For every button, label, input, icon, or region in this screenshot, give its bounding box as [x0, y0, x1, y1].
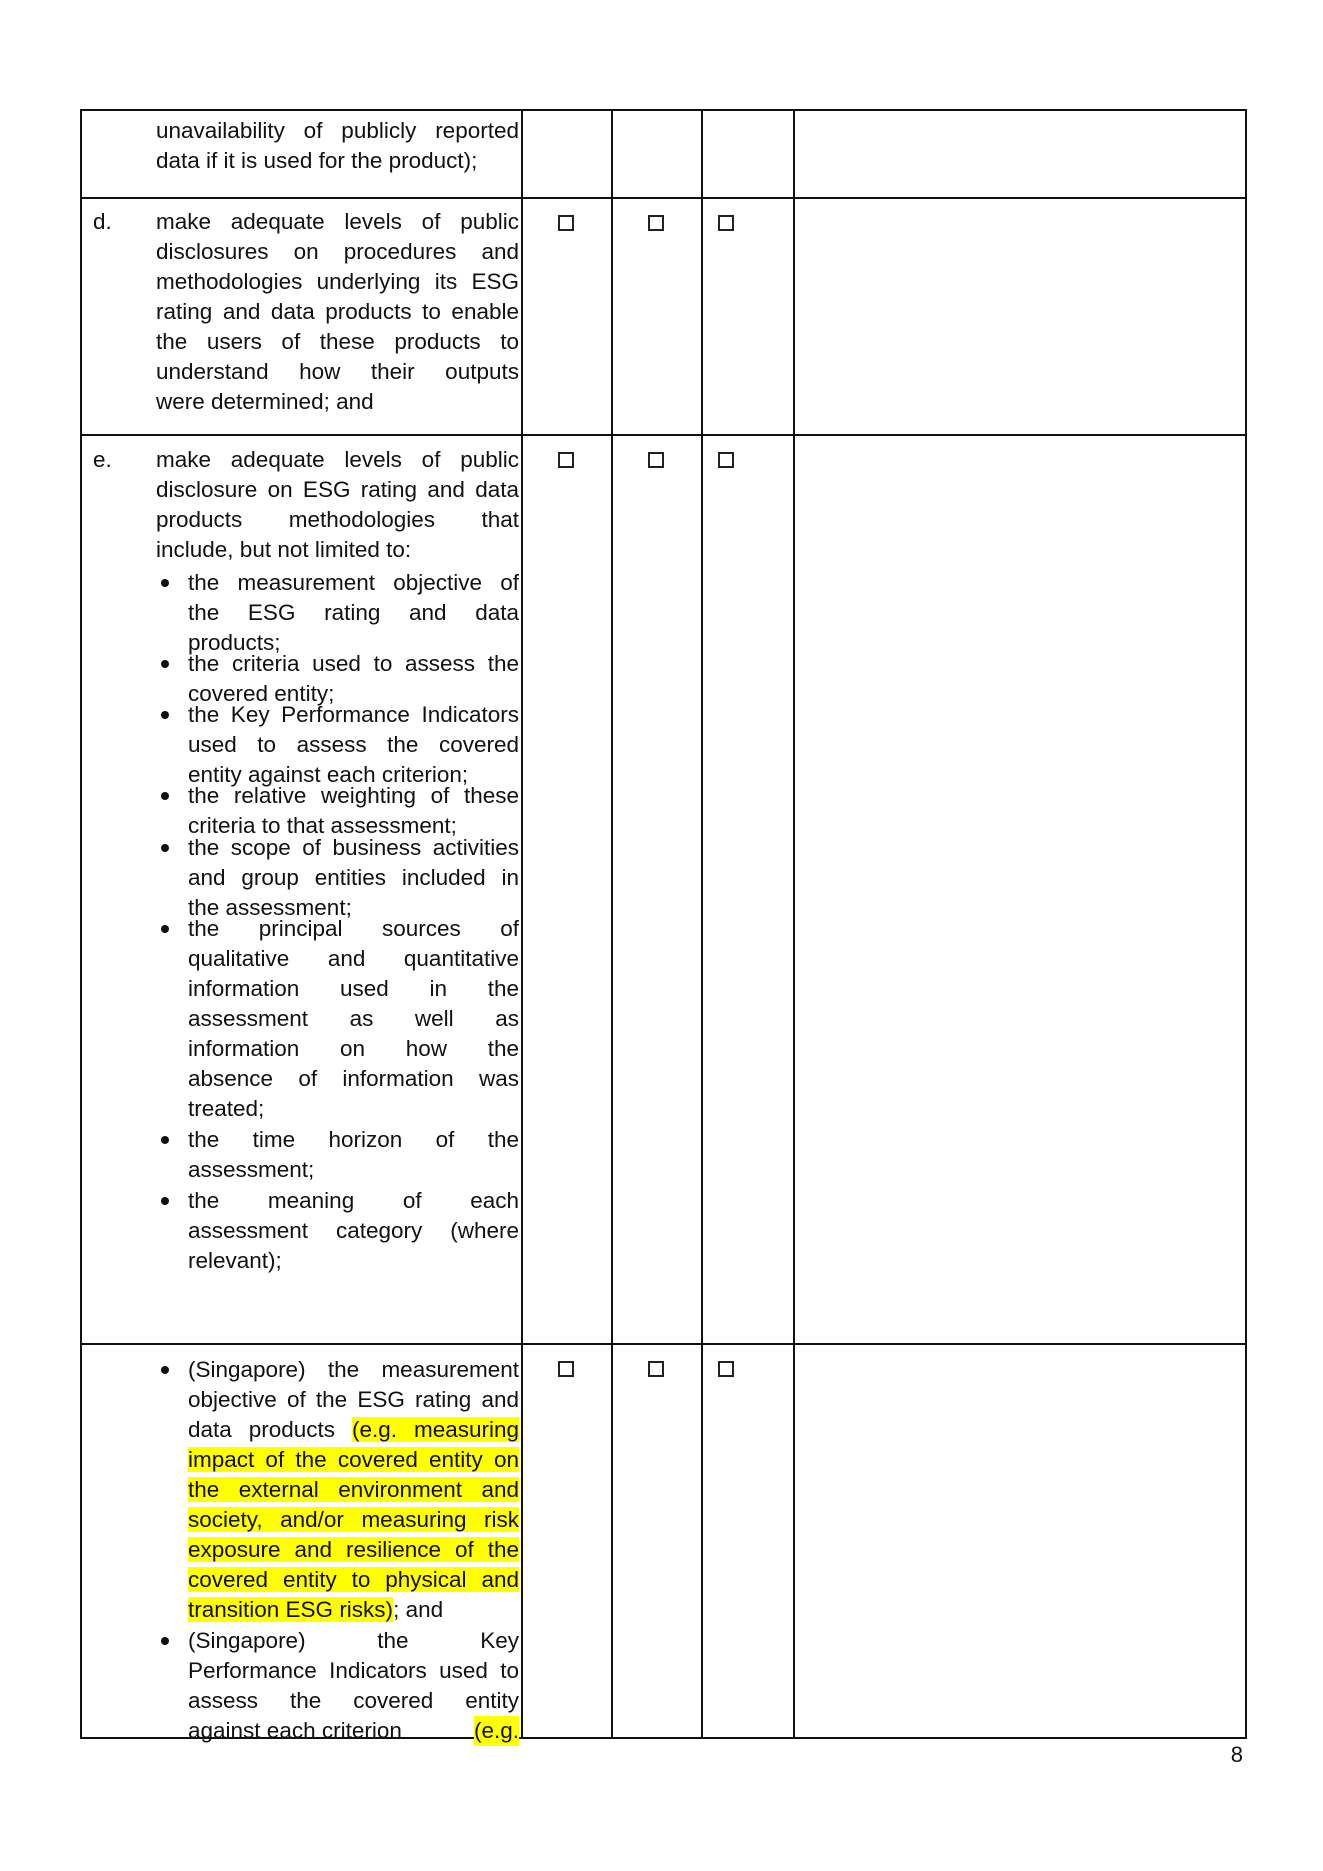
text-line: make adequate levels of public: [156, 447, 519, 472]
text-span: (Singapore): [188, 1628, 306, 1653]
highlighted-text: transition ESG risks): [188, 1597, 394, 1622]
table-row: [80, 197, 1247, 434]
text-line: [188, 1505, 519, 1535]
text-line: [188, 1716, 519, 1746]
requirement-text: [156, 445, 519, 565]
text-line: rating and data products to enable: [156, 299, 519, 324]
bullet-icon: [161, 844, 169, 852]
text-line: [188, 1626, 519, 1656]
text-line: qualitative and quantitative: [188, 946, 519, 971]
checkbox-col-3[interactable]: [718, 215, 734, 231]
text-line: understand how their outputs: [156, 359, 519, 384]
text-line: [188, 1415, 519, 1445]
text-line: the scope of business activities: [188, 835, 519, 860]
text-line: used to assess the covered: [188, 732, 519, 757]
highlighted-text: society, and/or measuring risk: [188, 1507, 519, 1532]
bullet-icon: [161, 1136, 169, 1144]
checkbox-col-3[interactable]: [718, 452, 734, 468]
text-line: disclosure on ESG rating and data: [156, 477, 519, 502]
compliance-checklist-table: [80, 109, 1247, 1743]
text-line: treated;: [188, 1096, 265, 1121]
text-line: data if it is used for the product);: [156, 148, 478, 173]
text-span: data products: [188, 1417, 352, 1442]
text-line: products;: [188, 630, 281, 655]
bullet-icon: [161, 1197, 169, 1205]
text-line: covered entity;: [188, 681, 335, 706]
bullet-icon: [161, 579, 169, 587]
text-span: ; and: [393, 1597, 444, 1622]
text-line: objective of the ESG rating and: [188, 1387, 519, 1412]
text-line: relevant);: [188, 1248, 282, 1273]
text-line: were determined; and: [156, 389, 374, 414]
text-line: the assessment;: [188, 895, 352, 920]
text-line: criteria to that assessment;: [188, 813, 457, 838]
text-line: Performance Indicators used to: [188, 1658, 519, 1683]
highlighted-text: the external environment and: [188, 1477, 519, 1502]
highlighted-text: (e.g.: [474, 1716, 519, 1746]
text-line: the measurement objective of: [188, 570, 519, 595]
bullet-icon: [161, 792, 169, 800]
table-row: [80, 434, 1247, 1343]
text-line: unavailability of publicly reported: [156, 118, 519, 143]
text-line: [188, 1445, 519, 1475]
text-line: assessment category (where: [188, 1218, 519, 1243]
text-line: the meaning of each: [188, 1188, 519, 1213]
highlighted-text: impact of the covered entity on: [188, 1447, 519, 1472]
bullet-icon: [161, 660, 169, 668]
requirement-text: [156, 116, 519, 176]
text-line: assessment;: [188, 1157, 315, 1182]
table-row: [80, 109, 1247, 197]
text-line: make adequate levels of public: [156, 209, 519, 234]
text-line: the Key Performance Indicators: [188, 702, 519, 727]
text-line: [188, 1535, 519, 1565]
highlighted-text: exposure and resilience of the: [188, 1537, 519, 1562]
item-label: d.: [93, 209, 112, 234]
text-line: disclosures on procedures and: [156, 239, 519, 264]
text-line: the principal sources of: [188, 916, 519, 941]
page-number: 8: [1230, 1742, 1243, 1767]
checkbox-col-2[interactable]: [648, 452, 664, 468]
requirement-text: [156, 207, 519, 417]
checkbox-col-1[interactable]: [558, 1361, 574, 1377]
text-line: and group entities included in: [188, 865, 519, 890]
text-line: the time horizon of the: [188, 1127, 519, 1152]
text-line: absence of information was: [188, 1066, 519, 1091]
bullet-icon: [161, 925, 169, 933]
text-line: methodologies underlying its ESG: [156, 269, 519, 294]
bullet-icon: [161, 1366, 169, 1374]
text-line: information used in the: [188, 976, 519, 1001]
text-line: assess the covered entity: [188, 1688, 519, 1713]
checkbox-col-3[interactable]: [718, 1361, 734, 1377]
text-span: Key: [480, 1628, 519, 1653]
text-line: assessment as well as: [188, 1006, 519, 1031]
text-line: the relative weighting of these: [188, 783, 519, 808]
text-line: (Singapore) the measurement: [188, 1357, 519, 1382]
text-line: information on how the: [188, 1036, 519, 1061]
text-span: against each criterion: [188, 1718, 402, 1743]
highlighted-text: (e.g. measuring: [351, 1417, 519, 1442]
text-line: products methodologies that: [156, 507, 519, 532]
text-span: the: [377, 1628, 409, 1653]
text-line: [188, 1595, 519, 1625]
checkbox-col-1[interactable]: [558, 452, 574, 468]
checkbox-col-2[interactable]: [648, 215, 664, 231]
text-line: entity against each criterion;: [188, 762, 469, 787]
text-line: [188, 1475, 519, 1505]
table-row: [80, 1343, 1247, 1743]
text-line: the ESG rating and data: [188, 600, 519, 625]
highlighted-text: covered entity to physical and: [188, 1567, 519, 1592]
text-line: include, but not limited to:: [156, 537, 412, 562]
bullet-icon: [161, 1637, 169, 1645]
text-line: the users of these products to: [156, 329, 519, 354]
bullet-icon: [161, 711, 169, 719]
checkbox-col-1[interactable]: [558, 215, 574, 231]
text-line: [188, 1565, 519, 1595]
text-line: the criteria used to assess the: [188, 651, 519, 676]
item-label: e.: [93, 447, 112, 472]
checkbox-col-2[interactable]: [648, 1361, 664, 1377]
